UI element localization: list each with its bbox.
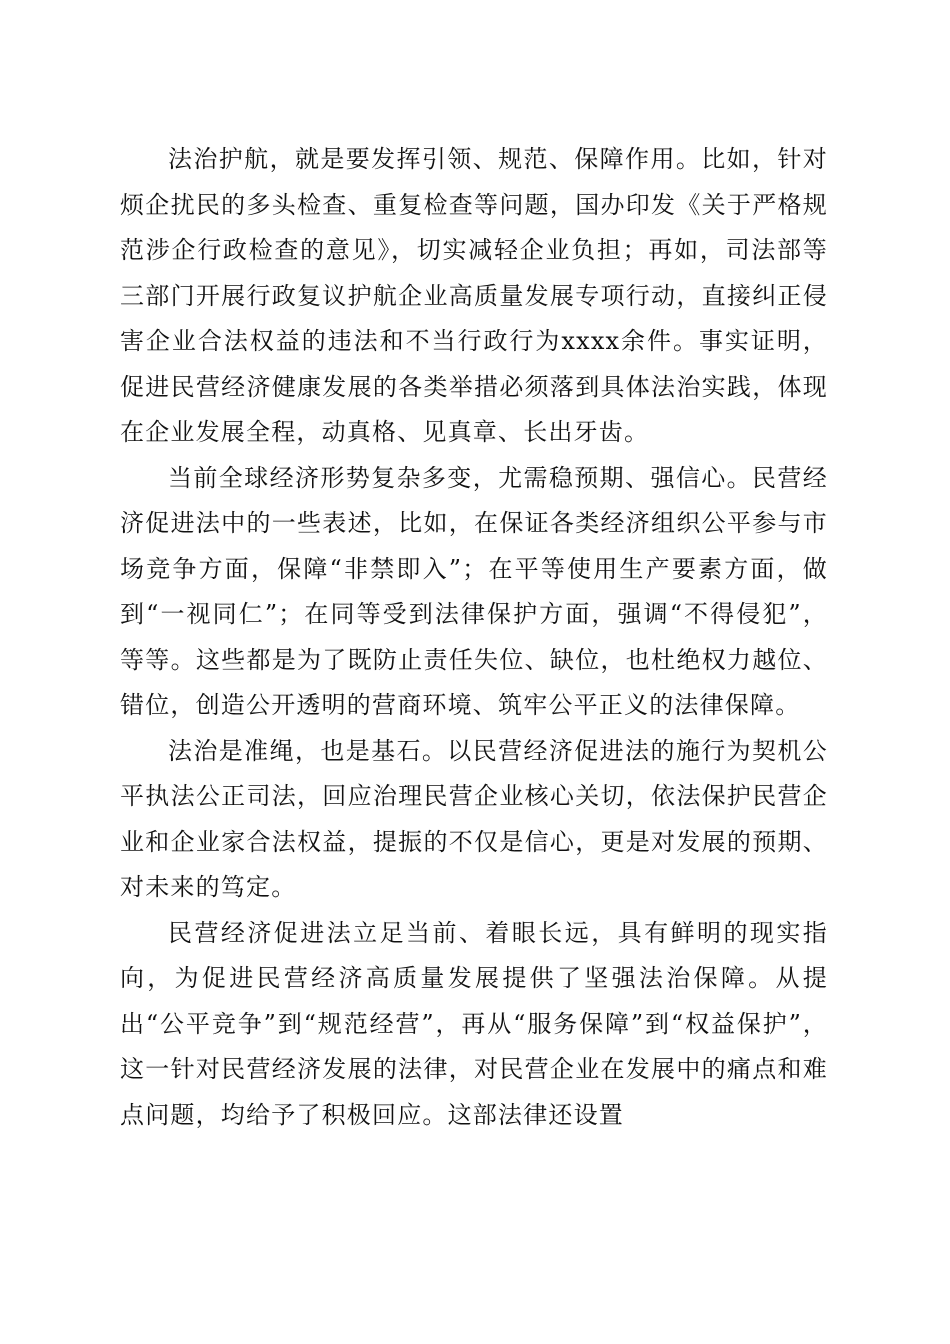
document-body — [120, 137, 828, 1138]
paragraph-4: 民营经济促进法立足当前、着眼长远，具有鲜明的现实指向，为促进民营经济高质量发展提供了坚强法治保障。从提出“公平竞争”到“规范经营”，再从“服务保障”到“权益保护”，这一针对民营经济发展的法律，对民营企业在发展中的痛点和难点问题，均给予了积极回应。这部法律还设置 — [120, 918, 828, 1129]
paragraph-2: 当前全球经济形势复杂多变，尤需稳预期、强信心。民营经济促进法中的一些表述，比如，在保证各类经济组织公平参与市场竞争方面，保障“非禁即入”；在平等使用生产要素方面，做到“一视同仁”；在同等受到法律保护方面，强调“不得侵犯”，等等。这些都是为了既防止责任失位、缺位，也杜绝权力越位、错位，创造公开透明的营商环境、筑牢公平正义的法律保障。 — [120, 463, 828, 719]
paragraph-1: 法治护航，就是要发挥引领、规范、保障作用。比如，针对烦企扰民的多头检查、重复检查等问题，国办印发《关于严格规范涉企行政检查的意见》，切实减轻企业负担；再如，司法部等三部门开展行政复议护航企业高质量发展专项行动，直接纠正侵害企业合法权益的违法和不当行政行为xxxx余件。事实证明，促进民营经济健康发展的各类举措必须落到具体法治实践，体现在企业发展全程，动真格、见真章、长出牙齿。 — [120, 145, 828, 446]
paragraph-3: 法治是准绳，也是基石。以民营经济促进法的施行为契机公平执法公正司法，回应治理民营企业核心关切，依法保护民营企业和企业家合法权益，提振的不仅是信心，更是对发展的预期、对未来的笃定。 — [120, 736, 828, 901]
